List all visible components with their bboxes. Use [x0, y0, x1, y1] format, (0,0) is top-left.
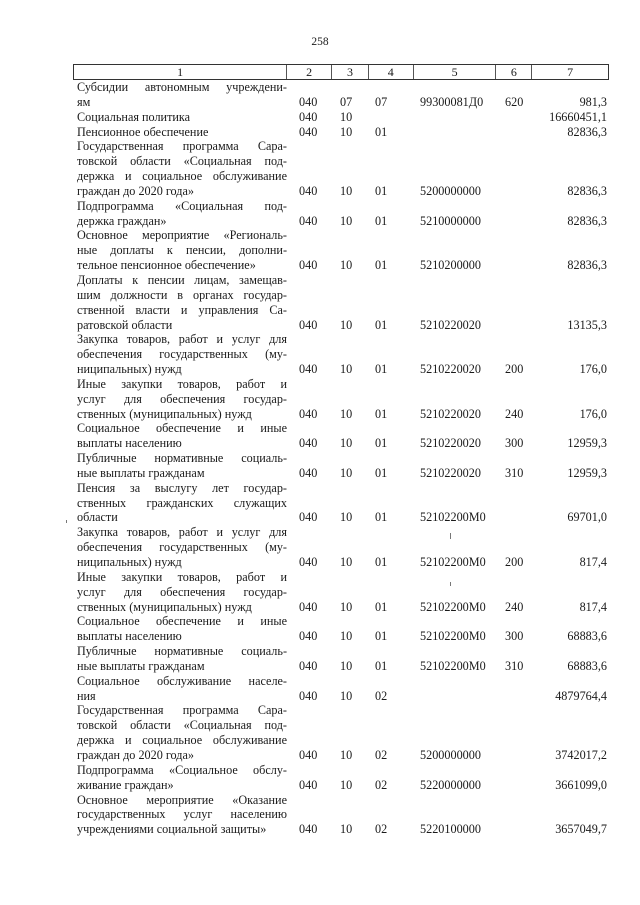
header-col-5: 5 [414, 65, 497, 79]
amount: 817,4 [579, 555, 607, 569]
expense-type-code: 300 [505, 629, 524, 644]
description-line: обеспечения государственных (му- [77, 540, 287, 555]
expense-type-code: 200 [505, 362, 524, 377]
target-article-code: 5200000000 [420, 747, 481, 762]
description-line: Пенсионное обеспечение [77, 124, 209, 139]
table-row [73, 481, 609, 526]
table-row [73, 421, 609, 451]
ministry-code: 040 [299, 599, 318, 614]
amount: 12959,3 [567, 436, 607, 451]
subsection-code: 01 [375, 436, 388, 451]
row-description [73, 421, 287, 451]
description-line: услуг для обеспечения государ- [77, 391, 287, 406]
description-line: Подпрограмма «Социальное обслу- [77, 762, 287, 777]
description-line: Иные закупки товаров, работ и [77, 376, 287, 391]
section-code: 10 [340, 822, 353, 837]
row-description [73, 703, 287, 762]
section-code: 07 [340, 94, 353, 109]
description-line: ные выплаты гражданам [77, 658, 205, 673]
subsection-code: 01 [375, 658, 388, 673]
description-line: Основное мероприятие «Оказание [77, 792, 287, 807]
description-line: тельное пенсионное обеспечение» [77, 258, 256, 273]
description-line: Государственная программа Сара- [77, 703, 287, 718]
description-line: товской области «Социальная под- [77, 154, 287, 169]
ministry-code: 040 [299, 94, 318, 109]
target-article-code: 52102200М0 [420, 658, 486, 673]
row-description [73, 80, 287, 110]
description-line: ные доплаты к пенсии, дополни- [77, 243, 287, 258]
amount: 176,0 [579, 362, 607, 377]
table-row [73, 451, 609, 481]
ministry-code: 040 [299, 465, 318, 480]
table-row [73, 80, 609, 110]
table-row [73, 614, 609, 644]
expense-type-code: 240 [505, 599, 524, 614]
expense-type-code: 310 [505, 658, 524, 673]
row-description [73, 570, 287, 615]
table-row [73, 228, 609, 273]
description-line: держка граждан» [77, 213, 167, 228]
table-row [73, 377, 609, 422]
ministry-code: 040 [299, 183, 318, 198]
row-description [73, 199, 287, 229]
section-code: 10 [340, 362, 353, 377]
target-article-code: 5210200000 [420, 258, 481, 273]
description-line: ственных (муниципальных) нужд [77, 406, 252, 421]
section-code: 10 [340, 599, 353, 614]
amount: 3742017,2 [555, 747, 607, 762]
description-line: ниципальных) нужд [77, 362, 182, 377]
amount: 817,4 [579, 599, 607, 614]
row-description [73, 674, 287, 704]
section-code: 10 [340, 109, 353, 124]
row-description [73, 763, 287, 793]
expense-type-code: 240 [505, 406, 524, 421]
section-code: 10 [340, 317, 353, 332]
target-article-code: 5210220020 [420, 317, 481, 332]
subsection-code: 01 [375, 629, 388, 644]
row-description [73, 525, 287, 570]
section-code: 10 [340, 406, 353, 421]
scan-artifact-mark [66, 520, 67, 523]
row-description [73, 125, 287, 140]
row-description [73, 377, 287, 422]
target-article-code: 5210220020 [420, 465, 481, 480]
description-line: выплаты населению [77, 629, 182, 644]
target-article-code: 52102200М0 [420, 599, 486, 614]
table-row [73, 644, 609, 674]
description-line: Социальное обеспечение и иные [77, 614, 287, 629]
description-line: Субсидии автономным учреждени- [77, 80, 287, 94]
ministry-code: 040 [299, 629, 318, 644]
header-col-2: 2 [287, 65, 332, 79]
ministry-code: 040 [299, 658, 318, 673]
ministry-code: 040 [299, 822, 318, 837]
row-description [73, 793, 287, 838]
subsection-code: 01 [375, 599, 388, 614]
description-line: ственных гражданских служащих [77, 495, 287, 510]
description-line: Социальное обеспечение и иные [77, 421, 287, 436]
description-line: услуг для обеспечения государ- [77, 584, 287, 599]
description-line: Публичные нормативные социаль- [77, 451, 287, 466]
table-row [73, 570, 609, 615]
budget-table [73, 64, 609, 837]
amount: 82836,3 [567, 183, 607, 198]
row-description [73, 451, 287, 481]
table-row [73, 793, 609, 838]
subsection-code: 02 [375, 822, 388, 837]
description-line: держка и социальное обслуживание [77, 169, 287, 184]
table-body [73, 80, 609, 837]
table-row [73, 525, 609, 570]
description-line: граждан до 2020 года» [77, 747, 195, 762]
target-article-code: 5210220020 [420, 362, 481, 377]
amount: 3661099,0 [555, 777, 607, 792]
table-row [73, 125, 609, 140]
description-line: держка и социальное обслуживание [77, 733, 287, 748]
subsection-code: 01 [375, 183, 388, 198]
subsection-code: 01 [375, 258, 388, 273]
description-line: Доплаты к пенсии лицам, замещав- [77, 272, 287, 287]
subsection-code: 01 [375, 465, 388, 480]
target-article-code: 52102200М0 [420, 629, 486, 644]
header-col-4: 4 [369, 65, 414, 79]
header-col-7: 7 [567, 65, 574, 79]
description-line: ниципальных) нужд [77, 555, 182, 569]
target-article-code: 5200000000 [420, 183, 481, 198]
target-article-code: 5210220020 [420, 436, 481, 451]
target-article-code: 52102200М0 [420, 510, 486, 525]
ministry-code: 040 [299, 258, 318, 273]
subsection-code: 07 [375, 94, 388, 109]
section-code: 10 [340, 688, 353, 703]
description-line: области [77, 510, 118, 525]
amount: 82836,3 [567, 258, 607, 273]
row-description [73, 481, 287, 526]
ministry-code: 040 [299, 406, 318, 421]
row-description [73, 614, 287, 644]
description-line: обеспечения государственных (му- [77, 347, 287, 362]
section-code: 10 [340, 555, 353, 569]
expense-type-code: 200 [505, 555, 524, 569]
description-line: ственной власти и управления Са- [77, 302, 287, 317]
section-code: 10 [340, 629, 353, 644]
description-line: ратовской области [77, 317, 173, 332]
ministry-code: 040 [299, 555, 318, 569]
subsection-code: 01 [375, 213, 388, 228]
table-row [73, 273, 609, 332]
ministry-code: 040 [299, 747, 318, 762]
section-code: 10 [340, 747, 353, 762]
description-line: Государственная программа Сара- [77, 139, 287, 154]
subsection-code: 02 [375, 777, 388, 792]
ministry-code: 040 [299, 124, 318, 139]
description-line: граждан до 2020 года» [77, 183, 195, 198]
ministry-code: 040 [299, 777, 318, 792]
description-line: Социальная политика [77, 109, 191, 124]
expense-type-code: 620 [505, 94, 524, 109]
page-number: 258 [311, 36, 329, 48]
header-col-6: 6 [496, 65, 532, 79]
expense-type-code: 310 [505, 465, 524, 480]
section-code: 10 [340, 465, 353, 480]
amount: 68883,6 [567, 629, 607, 644]
target-article-code: 5220100000 [420, 822, 481, 837]
description-line: шим должности в органах государ- [77, 287, 287, 302]
subsection-code: 01 [375, 317, 388, 332]
description-line: Социальное обслуживание населе- [77, 673, 287, 688]
amount: 12959,3 [567, 465, 607, 480]
description-line: выплаты населению [77, 436, 182, 451]
target-article-code: 99300081Д0 [420, 94, 484, 109]
section-code: 10 [340, 183, 353, 198]
section-code: 10 [340, 213, 353, 228]
section-code: 10 [340, 777, 353, 792]
subsection-code: 01 [375, 406, 388, 421]
description-line: Публичные нормативные социаль- [77, 644, 287, 659]
section-code: 10 [340, 658, 353, 673]
description-line: живание граждан» [77, 777, 174, 792]
table-row [73, 674, 609, 704]
ministry-code: 040 [299, 436, 318, 451]
amount: 82836,3 [567, 213, 607, 228]
description-line: Закупка товаров, работ и услуг для [77, 525, 287, 540]
subsection-code: 02 [375, 688, 388, 703]
expense-type-code: 300 [505, 436, 524, 451]
table-row [73, 763, 609, 793]
target-article-code: 5220000000 [420, 777, 481, 792]
section-code: 10 [340, 124, 353, 139]
description-line: Пенсия за выслугу лет государ- [77, 480, 287, 495]
row-description [73, 332, 287, 377]
row-description [73, 110, 287, 125]
amount: 82836,3 [567, 124, 607, 139]
row-description [73, 228, 287, 273]
target-article-code: 52102200М0 [420, 555, 486, 569]
description-line: ные выплаты гражданам [77, 465, 205, 480]
description-line: ственных (муниципальных) нужд [77, 599, 252, 614]
ministry-code: 040 [299, 362, 318, 377]
header-col-3: 3 [332, 65, 369, 79]
amount: 16660451,1 [549, 109, 607, 124]
row-description [73, 644, 287, 674]
table-row [73, 199, 609, 229]
table-header [73, 64, 609, 80]
ministry-code: 040 [299, 109, 318, 124]
ministry-code: 040 [299, 317, 318, 332]
target-article-code: 5210000000 [420, 213, 481, 228]
amount: 981,3 [579, 94, 607, 109]
target-article-code: 5210220020 [420, 406, 481, 421]
subsection-code: 01 [375, 510, 388, 525]
subsection-code: 01 [375, 555, 388, 569]
amount: 3657049,7 [555, 822, 607, 837]
section-code: 10 [340, 436, 353, 451]
section-code: 10 [340, 258, 353, 273]
subsection-code: 01 [375, 124, 388, 139]
amount: 176,0 [579, 406, 607, 421]
ministry-code: 040 [299, 688, 318, 703]
amount: 68883,6 [567, 658, 607, 673]
table-row [73, 110, 609, 125]
description-line: Подпрограмма «Социальная под- [77, 198, 287, 213]
section-code: 10 [340, 510, 353, 525]
header-col-1: 1 [74, 65, 287, 79]
ministry-code: 040 [299, 213, 318, 228]
description-line: Закупка товаров, работ и услуг для [77, 332, 287, 347]
subsection-code: 01 [375, 362, 388, 377]
amount: 69701,0 [567, 510, 607, 525]
table-row [73, 139, 609, 198]
description-line: государственных услуг населению [77, 807, 287, 822]
row-description [73, 273, 287, 332]
table-row [73, 703, 609, 762]
ministry-code: 040 [299, 510, 318, 525]
amount: 4879764,4 [555, 688, 607, 703]
description-line: ния [77, 688, 96, 703]
scan-artifact-mark [450, 533, 451, 539]
description-line: Основное мероприятие «Региональ- [77, 228, 287, 243]
table-row [73, 332, 609, 377]
amount: 13135,3 [567, 317, 607, 332]
description-line: ям [77, 94, 91, 109]
row-description [73, 139, 287, 198]
description-line: учреждениями социальной защиты» [77, 822, 267, 837]
subsection-code: 02 [375, 747, 388, 762]
scan-artifact-mark [450, 582, 451, 586]
description-line: товской области «Социальная под- [77, 718, 287, 733]
description-line: Иные закупки товаров, работ и [77, 569, 287, 584]
